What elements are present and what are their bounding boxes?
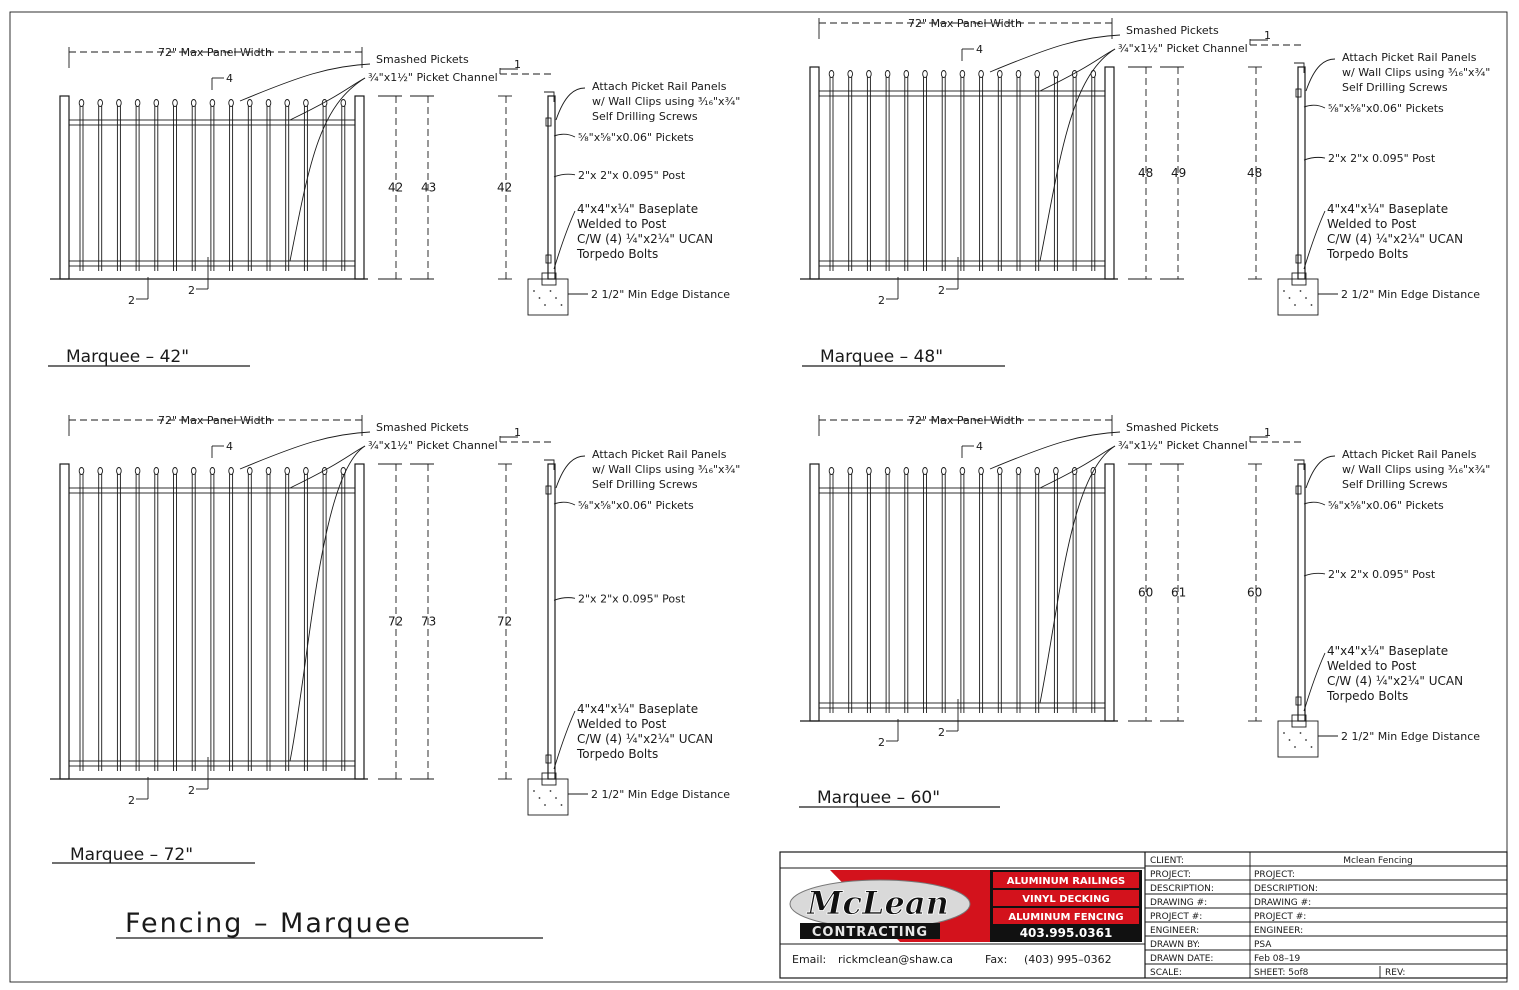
post [1105, 464, 1114, 721]
smashed-picket-top [1035, 468, 1040, 475]
attach-label-3: Self Drilling Screws [592, 478, 698, 491]
smashed-picket-top [848, 468, 853, 475]
height-outer-label: 61 [1171, 585, 1187, 600]
smashed-leader [240, 64, 370, 101]
concrete-dot [533, 290, 535, 292]
concrete-footing [528, 779, 568, 815]
smashed-picket-top [266, 468, 271, 475]
smashed-picket-top [154, 100, 159, 107]
side-cap [544, 460, 554, 470]
edge-distance-label: 2 1/2" Min Edge Distance [591, 288, 731, 301]
baseplate-label-1: 4"x4"x¼" Baseplate [577, 202, 699, 216]
smashed-picket-top [904, 468, 909, 475]
tb-row-value: Feb 08–19 [1254, 954, 1301, 964]
drawing-title: Marquee – 42" [66, 347, 190, 367]
drawing-title: Marquee – 60" [817, 788, 941, 808]
concrete-dot [544, 804, 546, 806]
smashed-picket-top [191, 468, 196, 475]
smashed-picket-top [829, 468, 834, 475]
bottom-rail [819, 261, 1105, 266]
channel-leader [290, 446, 365, 488]
channel-leader [290, 78, 365, 120]
edge-distance-label: 2 1/2" Min Edge Distance [591, 788, 731, 801]
attach-label-1: Attach Picket Rail Panels [1342, 448, 1477, 461]
baseplate-label-4: Torpedo Bolts [577, 247, 659, 261]
smashed-picket-top [229, 100, 234, 107]
base-leader [554, 711, 575, 769]
smashed-picket-top [1091, 71, 1096, 78]
attach-leader [556, 456, 585, 488]
post [810, 67, 819, 279]
smashed-picket-top [998, 468, 1003, 475]
post [60, 96, 69, 279]
side-post [548, 96, 555, 279]
smashed-picket-top [285, 100, 290, 107]
side-post [548, 464, 555, 779]
dim-4-label: 4 [226, 72, 233, 85]
drawing-marquee-60 [799, 414, 1490, 808]
post-label: 2"x 2"x 0.095" Post [1328, 567, 1436, 581]
logo-line-3: ALUMINUM FENCING [1008, 912, 1124, 923]
side-post [1298, 67, 1305, 279]
channel-leader [1040, 446, 1115, 488]
logo-line-2: VINYL DECKING [1022, 894, 1110, 905]
bottom-rail [69, 761, 355, 766]
pickets-label: ⁵⁄₈"x⁵⁄₈"x0.06" Pickets [578, 131, 694, 144]
attach-label-2: w/ Wall Clips using ³⁄₁₆"x¾" [592, 463, 741, 476]
smashed-picket-top [98, 100, 103, 107]
channel-curve [1040, 49, 1115, 261]
smashed-picket-top [979, 468, 984, 475]
dim-2-label-a: 2 [878, 294, 885, 307]
tb-row-label: DRAWING #: [1150, 898, 1208, 908]
pickets-leader [554, 134, 575, 137]
smashed-picket-top [998, 71, 1003, 78]
concrete-dot [1300, 290, 1302, 292]
concrete-dot [1294, 746, 1296, 748]
smashed-picket-top [135, 468, 140, 475]
smashed-picket-top [867, 468, 872, 475]
smashed-picket-top [867, 71, 872, 78]
height-outer-label: 49 [1171, 166, 1187, 180]
baseplate-label-3: C/W (4) ¼"x2¼" UCAN [577, 232, 714, 246]
panel-width-label: 72" Max Panel Width [158, 414, 272, 427]
tb-row-value: PROJECT: [1254, 870, 1295, 880]
fax-label: Fax: [985, 953, 1008, 966]
top-rail [819, 91, 1105, 96]
sheet-border [10, 12, 1507, 982]
smashed-picket-top [941, 71, 946, 78]
smashed-pickets-label: Smashed Pickets [376, 53, 469, 66]
smashed-picket-top [248, 100, 253, 107]
baseplate-label-1: 4"x4"x¼" Baseplate [577, 702, 699, 716]
concrete-dot [1305, 297, 1307, 299]
smashed-picket-top [173, 468, 178, 475]
smashed-picket-top [79, 468, 84, 475]
smashed-leader [990, 35, 1120, 72]
baseplate-label-4: Torpedo Bolts [1327, 247, 1409, 261]
smashed-picket-top [885, 71, 890, 78]
baseplate-label-3: C/W (4) ¼"x2¼" UCAN [577, 732, 714, 746]
baseplate-label-4: Torpedo Bolts [1327, 689, 1409, 703]
drawing-marquee-42 [48, 46, 740, 367]
post-leader [554, 174, 575, 177]
top-rail [69, 488, 355, 493]
attach-label-3: Self Drilling Screws [1342, 81, 1448, 94]
concrete-dot [1283, 732, 1285, 734]
height-inner-label: 72 [388, 614, 404, 629]
panel-width-label: 72" Max Panel Width [908, 414, 1022, 427]
tb-row-value: DESCRIPTION: [1254, 884, 1318, 894]
smashed-picket-top [885, 468, 890, 475]
smashed-picket-top [1016, 468, 1021, 475]
tb-row-label: DESCRIPTION: [1150, 884, 1214, 894]
concrete-dot [544, 304, 546, 306]
dim-1-label: 1 [1264, 29, 1271, 42]
tb-row-label: DRAWN DATE: [1150, 954, 1214, 964]
smashed-picket-top [923, 468, 928, 475]
smashed-picket-top [1054, 468, 1059, 475]
side-height-label: 60 [1247, 585, 1263, 600]
concrete-dot [550, 290, 552, 292]
baseplate-label-2: Welded to Post [577, 717, 667, 731]
dim-4-label: 4 [976, 440, 983, 453]
smashed-picket-top [304, 100, 309, 107]
email-value: rickmclean@shaw.ca [838, 953, 954, 966]
baseplate-label-4: Torpedo Bolts [577, 747, 659, 761]
panel-width-label: 72" Max Panel Width [158, 46, 272, 59]
side-height-label: 72 [497, 614, 513, 629]
side-post [1298, 464, 1305, 721]
smashed-picket-top [1054, 71, 1059, 78]
height-inner-label: 42 [388, 180, 404, 195]
channel-leader [1040, 49, 1115, 91]
height-inner-label: 48 [1138, 166, 1154, 180]
tb-row-label: PROJECT: [1150, 870, 1191, 880]
smashed-picket-top [248, 468, 253, 475]
smashed-picket-top [960, 468, 965, 475]
tb-row-label: ENGINEER: [1150, 926, 1200, 936]
attach-label-3: Self Drilling Screws [1342, 478, 1448, 491]
drawing-title: Marquee – 48" [820, 347, 944, 367]
client-value: Mclean Fencing [1343, 856, 1413, 866]
tb-row-value: PSA [1254, 940, 1272, 950]
smashed-picket-top [904, 71, 909, 78]
post-leader [1304, 573, 1325, 576]
concrete-dot [1305, 739, 1307, 741]
baseplate-label-2: Welded to Post [577, 217, 667, 231]
concrete-dot [1311, 304, 1313, 306]
edge-distance-label: 2 1/2" Min Edge Distance [1341, 288, 1481, 301]
post [60, 464, 69, 779]
drawing-marquee-72 [50, 414, 740, 865]
smashed-picket-top [285, 468, 290, 475]
concrete-dot [539, 797, 541, 799]
side-height-label: 48 [1247, 166, 1263, 180]
drawing-title: Marquee – 72" [70, 845, 194, 865]
post [355, 464, 364, 779]
attach-leader [556, 88, 585, 120]
concrete-dot [555, 297, 557, 299]
post [810, 464, 819, 721]
attach-label-3: Self Drilling Screws [592, 110, 698, 123]
smashed-pickets-label: Smashed Pickets [1126, 421, 1219, 434]
drawing-marquee-48 [800, 17, 1490, 367]
tb-row-value: DRAWING #: [1254, 898, 1312, 908]
side-cap [1294, 460, 1304, 470]
concrete-dot [539, 297, 541, 299]
pickets-label: ⁵⁄₈"x⁵⁄₈"x0.06" Pickets [1328, 499, 1444, 512]
bottom-rail [69, 261, 355, 266]
smashed-picket-top [1016, 71, 1021, 78]
concrete-dot [1283, 290, 1285, 292]
side-height-label: 42 [497, 180, 513, 195]
dim-1-label: 1 [1264, 426, 1271, 439]
smashed-picket-top [1035, 71, 1040, 78]
scale-label: SCALE: [1150, 968, 1182, 978]
height-inner-label: 60 [1138, 585, 1154, 600]
picket-channel-label: ¾"x1½" Picket Channel [1118, 42, 1248, 55]
channel-curve [1040, 446, 1115, 703]
tb-row-label: PROJECT #: [1150, 912, 1203, 922]
title-block [780, 852, 1507, 978]
post [355, 96, 364, 279]
smashed-picket-top [304, 468, 309, 475]
smashed-pickets-label: Smashed Pickets [1126, 24, 1219, 37]
pickets-label: ⁵⁄₈"x⁵⁄₈"x0.06" Pickets [578, 499, 694, 512]
height-outer-label: 43 [421, 180, 437, 195]
post-label: 2"x 2"x 0.095" Post [578, 592, 686, 606]
picket-channel-label: ¾"x1½" Picket Channel [1118, 439, 1248, 452]
smashed-picket-top [173, 100, 178, 107]
pickets-leader [1304, 502, 1325, 505]
panel-width-label: 72" Max Panel Width [908, 17, 1022, 30]
fax-value: (403) 995–0362 [1024, 953, 1112, 966]
concrete-footing [1278, 279, 1318, 315]
post-leader [1304, 157, 1325, 160]
concrete-dot [561, 804, 563, 806]
concrete-dot [1289, 297, 1291, 299]
attach-label-1: Attach Picket Rail Panels [592, 448, 727, 461]
edge-distance-label: 2 1/2" Min Edge Distance [1341, 730, 1481, 743]
smashed-picket-top [848, 71, 853, 78]
attach-label-2: w/ Wall Clips using ³⁄₁₆"x¾" [592, 95, 741, 108]
smashed-picket-top [135, 100, 140, 107]
dim-2-label-a: 2 [878, 736, 885, 749]
smashed-picket-top [210, 100, 215, 107]
smashed-picket-top [98, 468, 103, 475]
baseplate-label-3: C/W (4) ¼"x2¼" UCAN [1327, 232, 1464, 246]
smashed-picket-top [117, 100, 122, 107]
attach-label-1: Attach Picket Rail Panels [592, 80, 727, 93]
post [1105, 67, 1114, 279]
concrete-dot [550, 790, 552, 792]
smashed-pickets-label: Smashed Pickets [376, 421, 469, 434]
smashed-picket-top [266, 100, 271, 107]
pickets-leader [1304, 105, 1325, 108]
height-outer-label: 73 [421, 614, 437, 629]
logo-line-1: ALUMINUM RAILINGS [1006, 876, 1126, 887]
dim-1-label: 1 [514, 58, 521, 71]
rev-label: REV: [1385, 968, 1406, 978]
baseplate-label-2: Welded to Post [1327, 659, 1417, 673]
pickets-leader [554, 502, 575, 505]
smashed-picket-top [979, 71, 984, 78]
company-logo [782, 870, 1144, 942]
smashed-picket-top [229, 468, 234, 475]
concrete-dot [1311, 746, 1313, 748]
smashed-picket-top [79, 100, 84, 107]
post-label: 2"x 2"x 0.095" Post [1328, 152, 1436, 166]
baseplate-label-1: 4"x4"x¼" Baseplate [1327, 644, 1449, 658]
dim-2-label-b: 2 [938, 726, 945, 739]
smashed-picket-top [960, 71, 965, 78]
concrete-dot [533, 790, 535, 792]
logo-sub: CONTRACTING [811, 925, 929, 940]
attach-leader [1306, 456, 1335, 488]
top-rail [69, 120, 355, 125]
concrete-dot [555, 797, 557, 799]
attach-label-2: w/ Wall Clips using ³⁄₁₆"x¾" [1342, 463, 1491, 476]
smashed-picket-top [829, 71, 834, 78]
concrete-dot [1294, 304, 1296, 306]
concrete-dot [561, 304, 563, 306]
side-cap [544, 92, 554, 102]
dim-2-label-b: 2 [188, 784, 195, 797]
side-cap [1294, 63, 1304, 73]
smashed-picket-top [210, 468, 215, 475]
smashed-picket-top [941, 468, 946, 475]
baseplate-label-3: C/W (4) ¼"x2¼" UCAN [1327, 674, 1464, 688]
dim-2-label-b: 2 [938, 284, 945, 297]
base-leader [554, 211, 575, 269]
attach-leader [1306, 59, 1335, 91]
pickets-label: ⁵⁄₈"x⁵⁄₈"x0.06" Pickets [1328, 102, 1444, 115]
smashed-picket-top [341, 100, 346, 107]
dim-2-label-b: 2 [188, 284, 195, 297]
post-leader [554, 598, 575, 601]
dim-4-label: 4 [226, 440, 233, 453]
smashed-picket-top [117, 468, 122, 475]
tb-row-value: ENGINEER: [1254, 926, 1304, 936]
attach-label-1: Attach Picket Rail Panels [1342, 51, 1477, 64]
concrete-footing [1278, 721, 1318, 757]
tb-row-value: PROJECT #: [1254, 912, 1307, 922]
logo-phone: 403.995.0361 [1019, 926, 1113, 940]
sheet-label: SHEET: 5of8 [1254, 968, 1309, 978]
dim-2-label-a: 2 [128, 794, 135, 807]
smashed-leader [990, 432, 1120, 469]
attach-label-2: w/ Wall Clips using ³⁄₁₆"x¾" [1342, 66, 1491, 79]
channel-curve [290, 78, 365, 261]
email-label: Email: [792, 953, 827, 966]
concrete-dot [1289, 739, 1291, 741]
picket-channel-label: ¾"x1½" Picket Channel [368, 71, 498, 84]
baseplate-label-2: Welded to Post [1327, 217, 1417, 231]
dim-4-label: 4 [976, 43, 983, 56]
picket-channel-label: ¾"x1½" Picket Channel [368, 439, 498, 452]
base-leader [1304, 653, 1325, 711]
baseplate-label-1: 4"x4"x¼" Baseplate [1327, 202, 1449, 216]
smashed-picket-top [923, 71, 928, 78]
dim-2-label-a: 2 [128, 294, 135, 307]
tb-row-label: DRAWN BY: [1150, 940, 1200, 950]
bottom-rail [819, 703, 1105, 708]
concrete-dot [1300, 732, 1302, 734]
smashed-picket-top [191, 100, 196, 107]
client-label: CLIENT: [1150, 856, 1184, 866]
sheet-title: Fencing – Marquee [125, 908, 412, 939]
smashed-leader [240, 432, 370, 469]
top-rail [819, 488, 1105, 493]
concrete-footing [528, 279, 568, 315]
post-label: 2"x 2"x 0.095" Post [578, 168, 686, 182]
smashed-picket-top [154, 468, 159, 475]
logo-brand: McLean [807, 884, 949, 922]
dim-1-label: 1 [514, 426, 521, 439]
base-leader [1304, 211, 1325, 269]
